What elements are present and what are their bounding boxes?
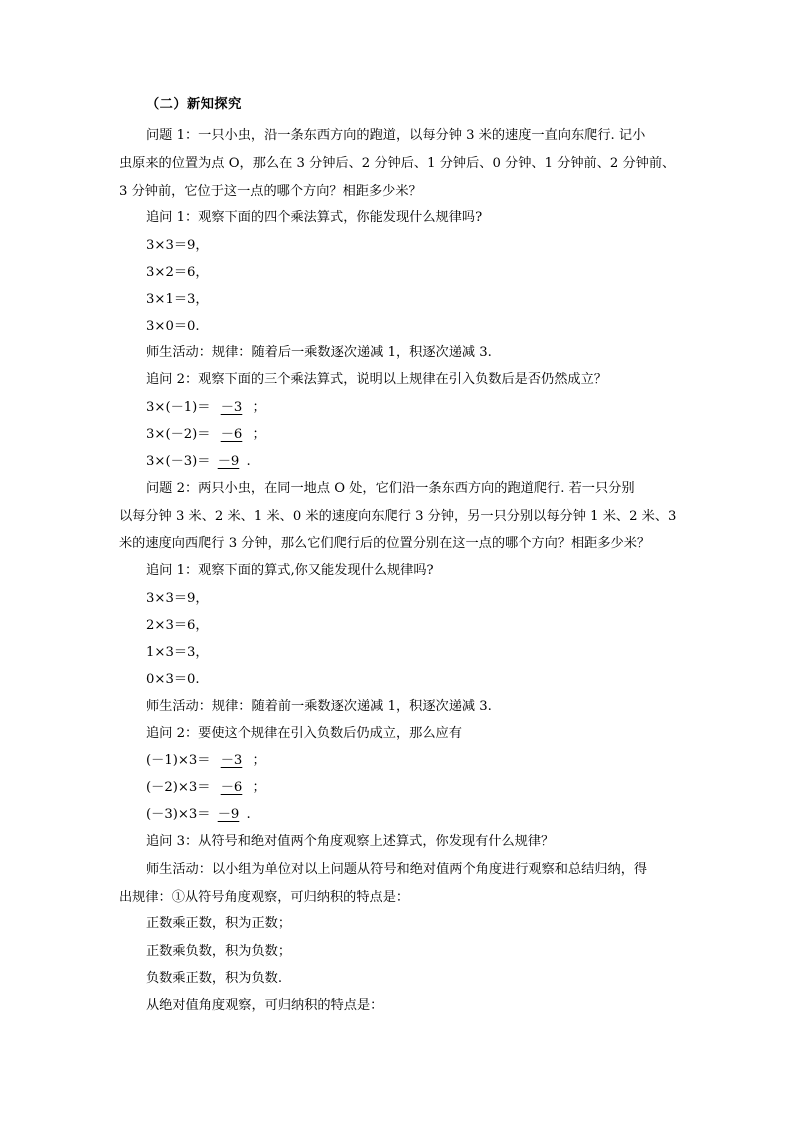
followup2-1-question: 追问 1：观察下面的算式,你又能发现什么规律吗? <box>146 563 434 578</box>
absolute-value-intro: 从绝对值角度观察，可归纳积的特点是： <box>146 998 384 1013</box>
followup2-3-question: 追问 3：从符号和绝对值两个角度观察上述算式，你发现有什么规律？ <box>146 834 555 849</box>
followup1-1-question: 追问 1：观察下面的四个乘法算式，你能发现什么规律吗? <box>146 210 483 225</box>
followup1-2-question: 追问 2：观察下面的三个乘法算式，说明以上规律在引入负数后是否仍然成立？ <box>146 372 607 387</box>
problem1-line1: 问题 1：一只小虫，沿一条东西方向的跑道，以每分钟 3 米的速度一直向东爬行. 记小 <box>146 128 646 143</box>
problem2-line1: 问题 2：两只小虫，在同一地点 O 处，它们沿一条东西方向的跑道爬行. 若一只分别 <box>146 481 635 496</box>
equation-left: (－1)×3＝ <box>146 753 211 768</box>
equation: 1×3＝3， <box>146 645 209 660</box>
answer-blank: －6 <box>220 780 243 795</box>
answer-blank: －3 <box>220 400 243 415</box>
section-heading: （二）新知探究 <box>146 97 242 112</box>
equation <box>146 452 706 472</box>
equation: 0×3＝0. <box>146 672 200 687</box>
answer-blank: －6 <box>220 427 243 442</box>
equation <box>146 425 706 445</box>
equation: 3×0＝0. <box>146 319 200 334</box>
followup2-2-question: 追问 2：要使这个规律在引入负数后仍成立，那么应有 <box>146 726 462 741</box>
equation: 3×3＝9， <box>146 238 209 253</box>
problem2-line3: 米的速度向西爬行 3 分钟，那么它们爬行后的位置分别在这一点的哪个方向？相距多少米？ <box>119 536 651 551</box>
equation <box>146 751 706 771</box>
followup2-3-activity-line2: 出规律：①从符号角度观察，可归纳积的特点是： <box>119 890 410 905</box>
followup2-1-activity: 师生活动：规律：随着前一乘数逐次递减 1，积逐次递减 3. <box>146 699 492 714</box>
answer-blank: －3 <box>220 753 243 768</box>
equation-left: 3×(－3)＝ <box>146 454 211 469</box>
equation-left: (－2)×3＝ <box>146 780 211 795</box>
equation: 3×3＝9， <box>146 591 209 606</box>
equation-left: (－3)×3＝ <box>146 807 211 822</box>
problem2-line2: 以每分钟 3 米、2 米、1 米、0 米的速度向东爬行 3 分钟，另一只分别以每分钟 1 米、2 米、3 <box>119 509 677 524</box>
sign-rule: 正数乘负数，积为负数； <box>146 944 292 959</box>
equation: 3×1＝3， <box>146 292 209 307</box>
followup1-1-activity: 师生活动：规律：随着后一乘数逐次递减 1，积逐次递减 3. <box>146 345 492 360</box>
equation <box>146 805 706 825</box>
equation-end: ； <box>252 780 266 795</box>
answer-blank: －9 <box>217 454 240 469</box>
followup2-3-activity-line1: 师生活动：以小组为单位对以上问题从符号和绝对值两个角度进行观察和总结归纳，得 <box>146 862 648 877</box>
equation: 3×2＝6， <box>146 265 209 280</box>
answer-blank: －9 <box>217 807 240 822</box>
equation-end: . <box>246 454 251 469</box>
equation-end: ； <box>252 427 266 442</box>
equation-end: ； <box>252 753 266 768</box>
equation-left: 3×(－1)＝ <box>146 400 211 415</box>
sign-rule: 负数乘正数，积为负数. <box>146 971 283 986</box>
equation-left: 3×(－2)＝ <box>146 427 211 442</box>
equation <box>146 398 706 418</box>
equation-end: . <box>246 807 251 822</box>
sign-rule: 正数乘正数，积为正数； <box>146 916 292 931</box>
problem1-line2: 虫原来的位置为点 O，那么在 3 分钟后、2 分钟后、1 分钟后、0 分钟、1 分钟前、2 分钟前、 <box>119 156 676 171</box>
problem1-line3: 3 分钟前，它位于这一点的哪个方向？相距多少米？ <box>119 184 422 199</box>
equation-end: ； <box>252 400 266 415</box>
equation <box>146 778 706 798</box>
equation: 2×3＝6， <box>146 618 209 633</box>
